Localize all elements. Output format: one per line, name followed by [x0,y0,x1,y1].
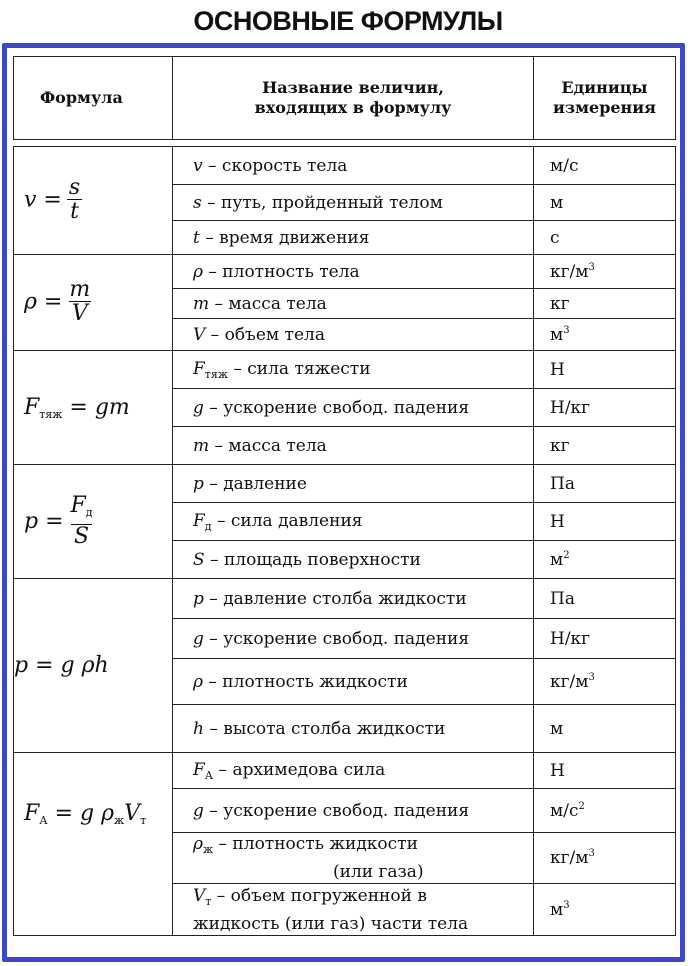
header-units: Единицы измерения [534,57,676,140]
header-formula: Формула [14,57,173,140]
page-title: ОСНОВНЫЕ ФОРМУЛЫ [193,6,503,36]
formula-archimedes: $F_А = g$ $\rho_жV_т$ [14,753,173,936]
unit-cell: Н [534,351,676,389]
quantity-name: $\rho_ж$ – плотность жидкости (или газа) [173,833,534,884]
quantity-name: m – масса тела [173,289,534,319]
quantity-name: ρ – плотность тела [173,255,534,289]
quantity-name: S – площадь поверхности [173,541,534,579]
unit-cell: $м^2$ [534,541,676,579]
unit-cell: $кг/м^3$ [534,255,676,289]
formula-density: ρ = $\frac{m}{V}$ [14,255,173,351]
quantity-name: ρ – плотность жидкости [173,659,534,705]
quantity-name: $F_д$ – сила давления [173,503,534,541]
quantity-name: g – ускорение свобод. падения [173,789,534,833]
quantity-name: p – давление [173,465,534,503]
unit-cell: м [534,185,676,221]
quantity-name: t – время движения [173,221,534,255]
unit-cell: кг [534,427,676,465]
unit-cell: с [534,221,676,255]
quantity-name: $F_{тяж}$ – сила тяжести [173,351,534,389]
formula-liquid-pressure: p = g ρh [14,579,173,753]
quantity-name: $F_А$ – архимедова сила [173,753,534,789]
quantity-name: m – масса тела [173,427,534,465]
unit-cell: Па [534,465,676,503]
table-row [14,465,676,503]
header-separator [14,140,676,147]
quantity-name: p – давление столба жидкости [173,579,534,619]
formula-table-frame [2,43,685,962]
formula-table [13,56,676,936]
unit-cell: Н [534,753,676,789]
unit-cell: Н [534,503,676,541]
unit-cell: Н/кг [534,389,676,427]
unit-cell: м [534,705,676,753]
unit-cell: $м/с^2$ [534,789,676,833]
table-header-row [14,57,676,140]
unit-cell: $м^3$ [534,884,676,936]
unit-cell: $м^3$ [534,319,676,351]
quantity-name: $V_т$ – объем погруженной в жидкость (или газ) части тела [173,884,534,936]
unit-cell: кг [534,289,676,319]
quantity-name: g – ускорение свобод. падения [173,619,534,659]
quantity-name: v – скорость тела [173,147,534,185]
unit-cell: Па [534,579,676,619]
unit-cell: $кг/м^3$ [534,833,676,884]
formula-speed: v = $\frac{s}{t}$ [14,147,173,255]
unit-cell: Н/кг [534,619,676,659]
table-row [14,147,676,185]
header-quantity-name: Название величин, входящих в формулу [173,57,534,140]
table-row [14,255,676,289]
unit-cell: м/с [534,147,676,185]
table-row [14,579,676,619]
quantity-name: V – объем тела [173,319,534,351]
formula-pressure: p = $\frac{F_д}{S}$ [14,465,173,579]
table-row [14,351,676,389]
formula-gravity: $F_{тяж}$ = gm [14,351,173,465]
quantity-name: h – высота столба жидкости [173,705,534,753]
table-row [14,753,676,789]
unit-cell: $кг/м^3$ [534,659,676,705]
quantity-name: s – путь, пройденный телом [173,185,534,221]
quantity-name: g – ускорение свобод. падения [173,389,534,427]
